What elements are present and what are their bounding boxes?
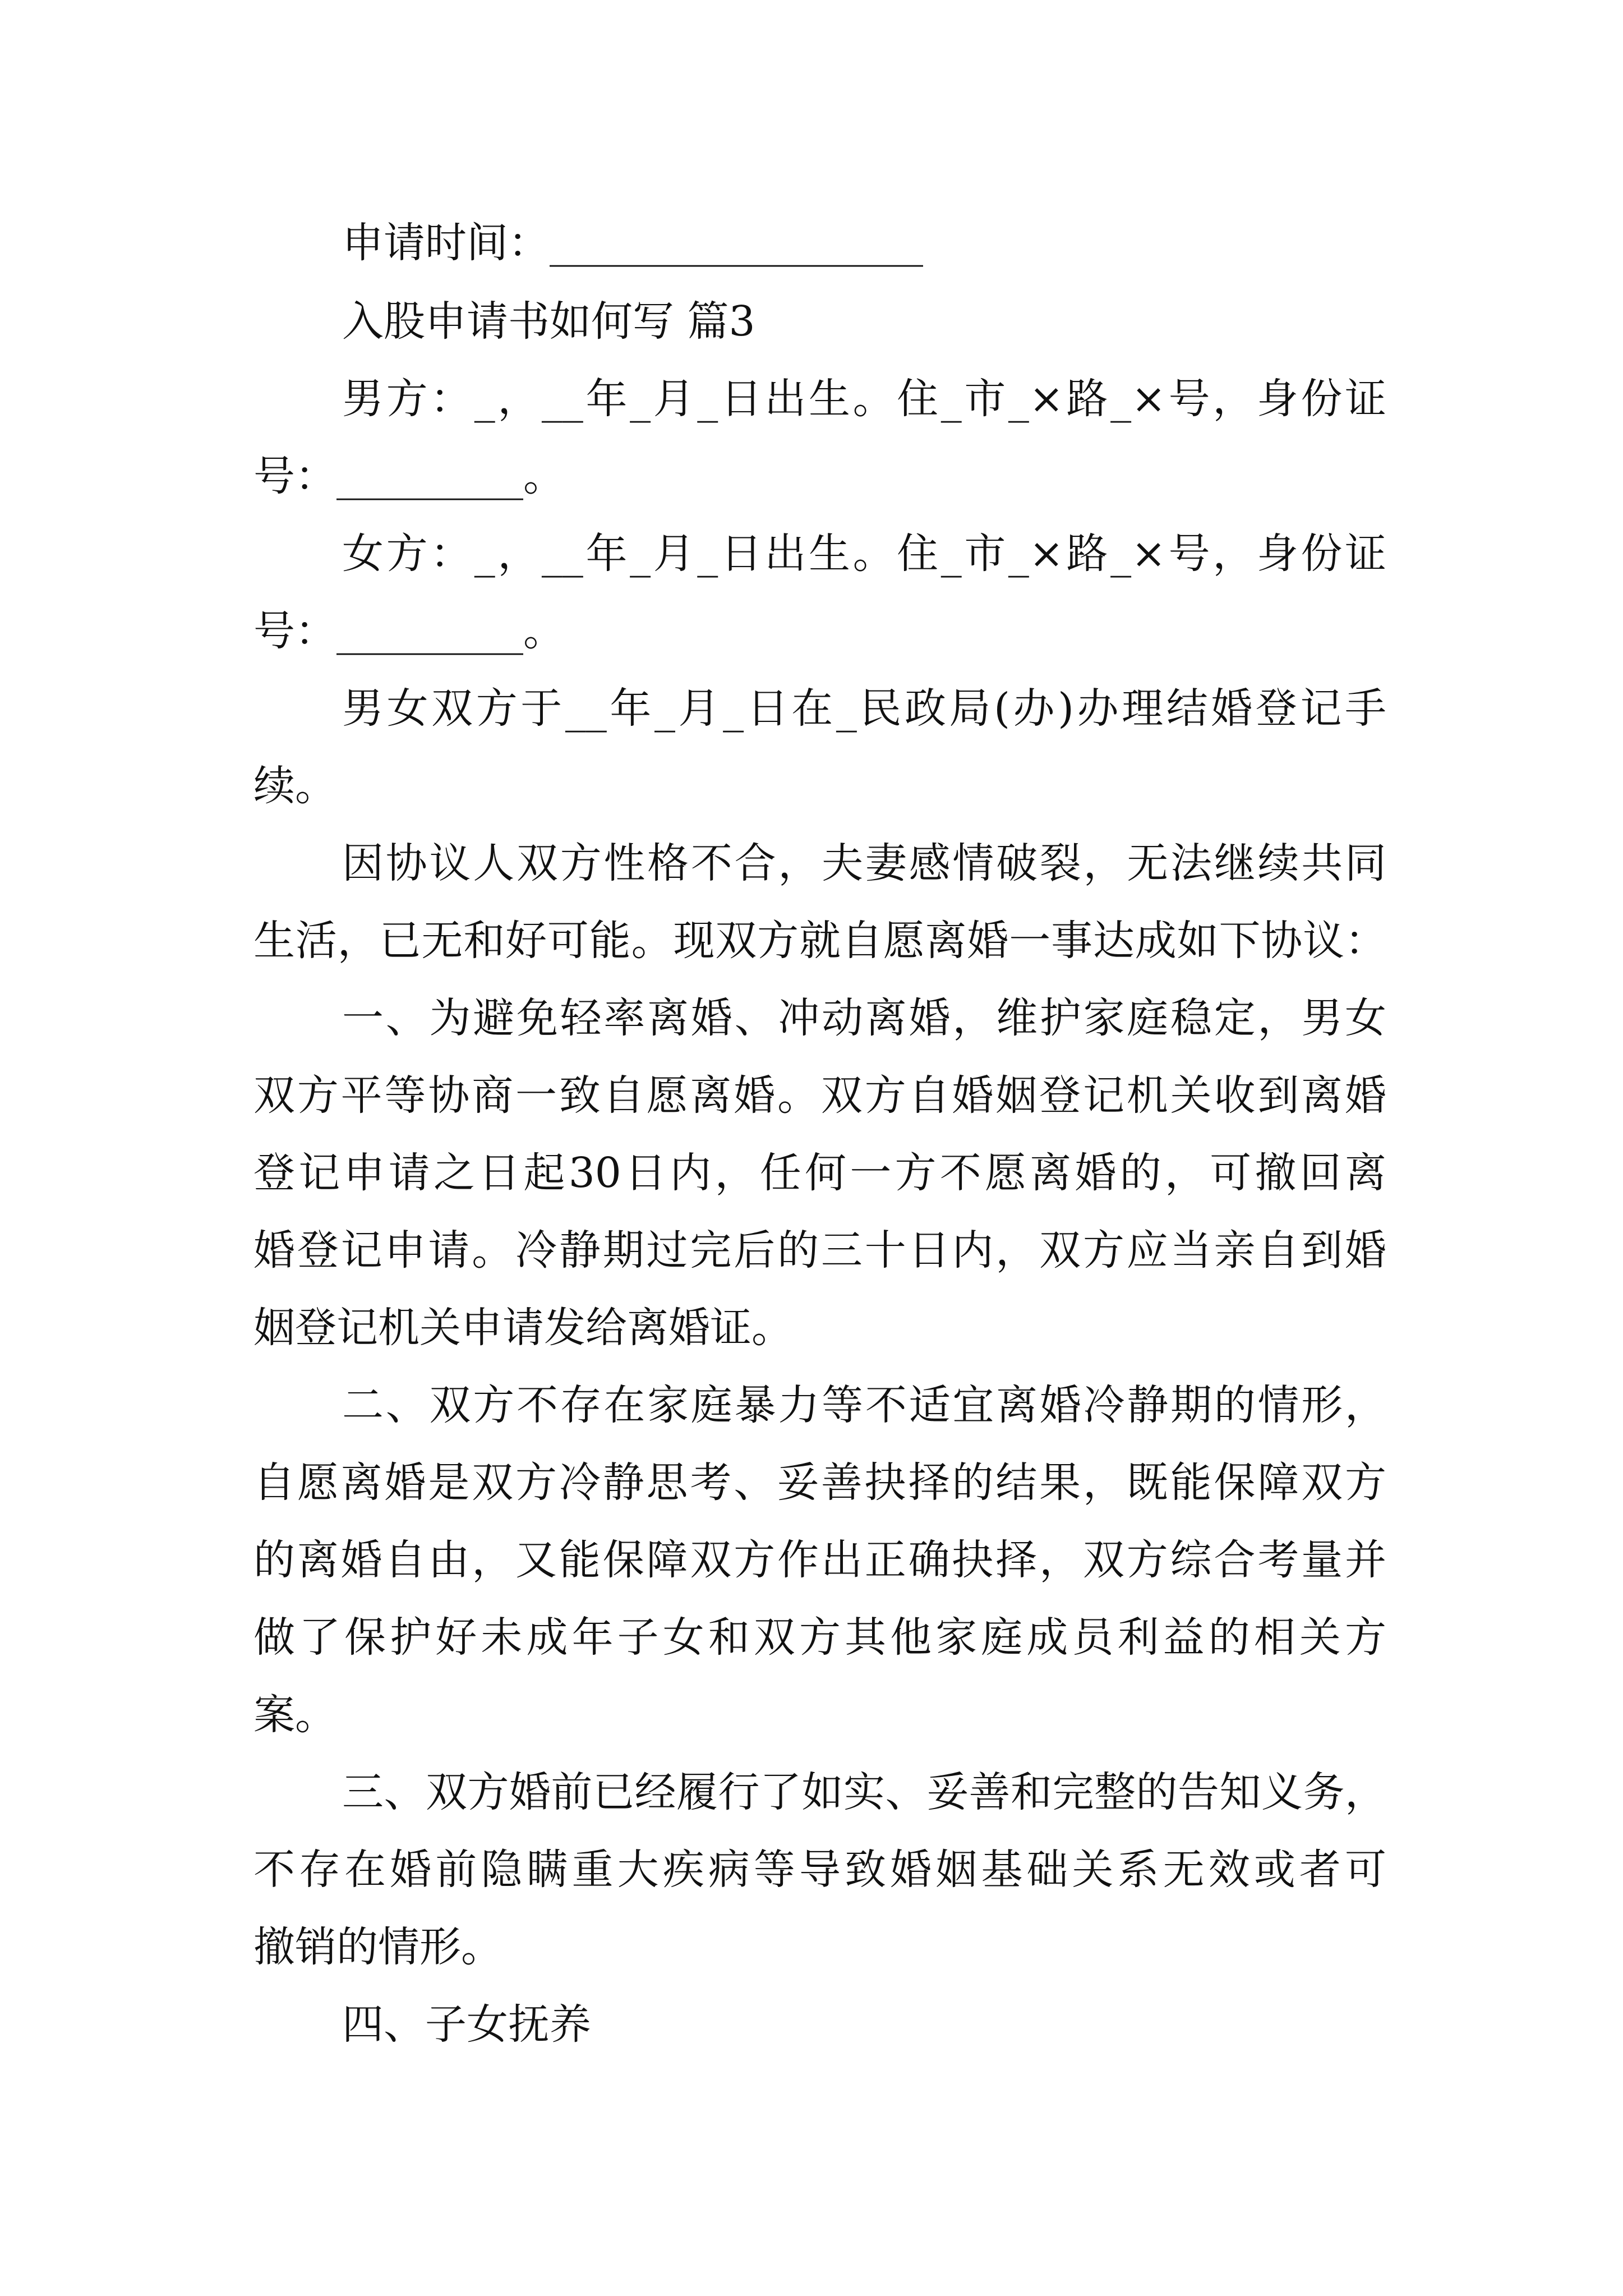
reason-paragraph-line-2: 生活，已无和好可能。现双方就自愿离婚一事达成如下协议： <box>253 917 1386 965</box>
clause-one-line-2: 双方平等协商一致自愿离婚。双方自婚姻登记机关收到离婚 <box>253 1071 1386 1120</box>
clause-three-line-1: 三、双方婚前已经履行了如实、妥善和完整的告知义务， <box>342 1768 1386 1816</box>
clause-one-line-4: 婚登记申请。冷静期过完后的三十日内，双方应当亲自到婚 <box>253 1226 1386 1274</box>
marriage-registration-line-2: 续。 <box>253 762 336 810</box>
section-title: 入股申请书如何写 篇3 <box>342 297 755 346</box>
clause-two-line-3: 的离婚自由，又能保障双方作出正确抉择，双方综合考量并 <box>253 1536 1386 1584</box>
male-party-line-2: 号：_________。 <box>253 452 565 500</box>
male-party-line-1: 男方：_，__年_月_日出生。住_市_×路_×号，身份证 <box>342 375 1386 423</box>
female-party-line-2: 号：_________。 <box>253 607 565 655</box>
clause-one-line-1: 一、为避免轻率离婚、冲动离婚，维护家庭稳定，男女 <box>342 994 1386 1042</box>
marriage-registration-line-1: 男女双方于__年_月_日在_民政局(办)办理结婚登记手 <box>342 684 1386 733</box>
female-party-line-1: 女方：_，__年_月_日出生。住_市_×路_×号，身份证 <box>342 530 1386 578</box>
clause-one-line-3: 登记申请之日起30日内，任何一方不愿离婚的，可撤回离 <box>253 1149 1386 1197</box>
clause-three-line-3: 撤销的情形。 <box>253 1923 502 1971</box>
clause-two-line-4: 做了保护好未成年子女和双方其他家庭成员利益的相关方 <box>253 1613 1386 1662</box>
clause-two-line-2: 自愿离婚是双方冷静思考、妥善抉择的结果，既能保障双方 <box>253 1458 1386 1507</box>
clause-three-line-2: 不存在婚前隐瞒重大疾病等导致婚姻基础关系无效或者可 <box>253 1846 1386 1894</box>
clause-one-line-5: 姻登记机关申请发给离婚证。 <box>253 1304 793 1352</box>
application-time-line: 申请时间：__________________ <box>342 219 923 267</box>
clause-four-heading: 四、子女抚养 <box>342 2000 591 2049</box>
clause-two-line-5: 案。 <box>253 1691 336 1739</box>
clause-two-line-1: 二、双方不存在家庭暴力等不适宜离婚冷静期的情形， <box>342 1381 1386 1429</box>
reason-paragraph-line-1: 因协议人双方性格不合，夫妻感情破裂，无法继续共同 <box>342 839 1386 887</box>
